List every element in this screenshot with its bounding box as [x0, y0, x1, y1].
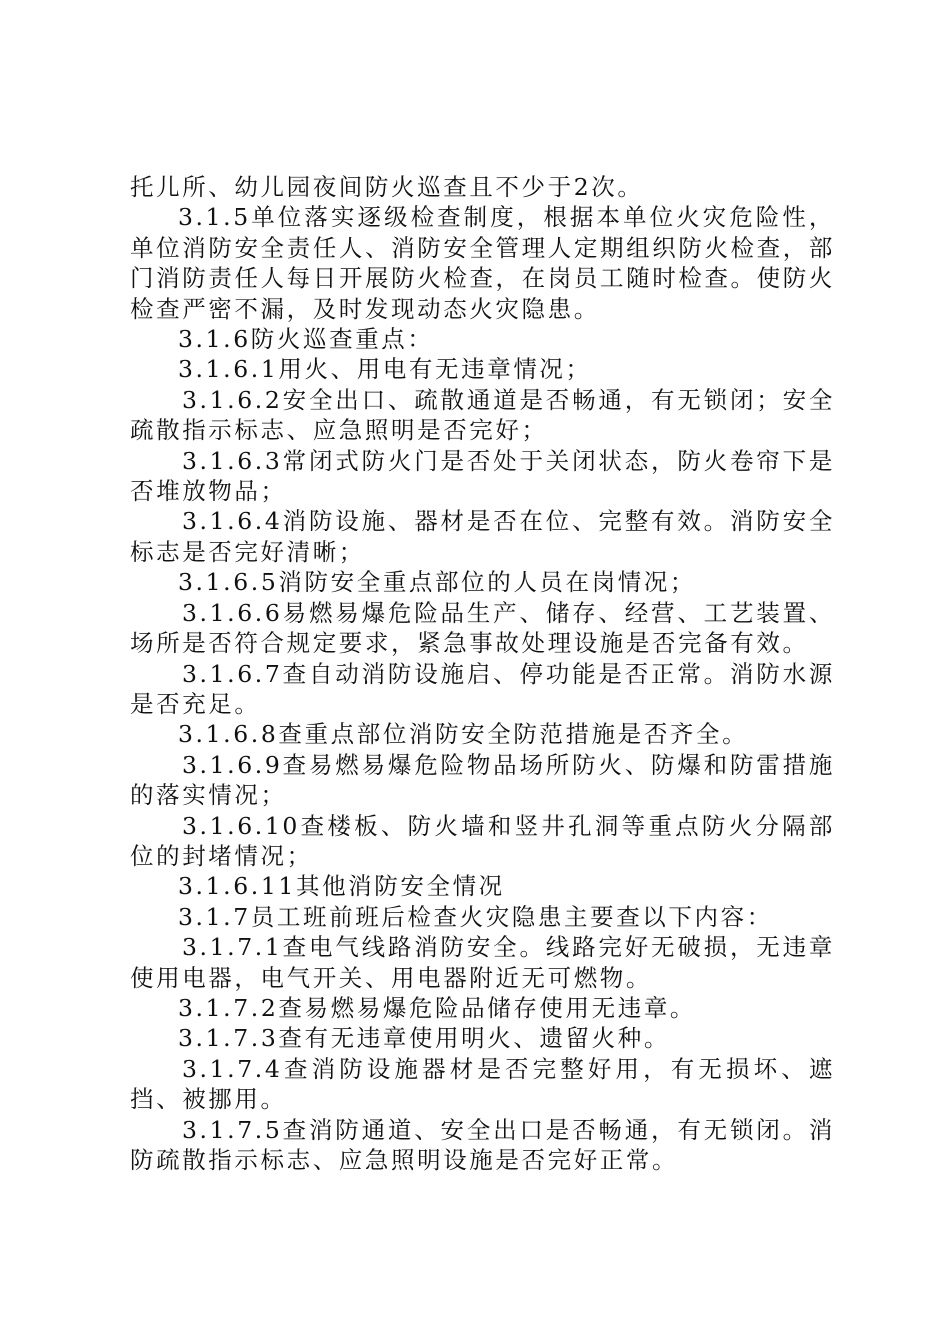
- paragraph-3-1-6-1: 3.1.6.1用火、用电有无违章情况；: [178, 355, 592, 384]
- paragraph-3-1-7-1: 3.1.7.1查电气线路消防安全。线路完好无破损，无违章使用电器，电气开关、用电器附近无可燃物。: [130, 933, 835, 992]
- document-body: [130, 172, 835, 1175]
- paragraph-3-1-6-3: 3.1.6.3常闭式防火门是否处于关闭状态，防火卷帘下是否堆放物品；: [130, 446, 835, 506]
- paragraph-3-1-6-6: 3.1.6.6易燃易爆危险品生产、储存、经营、工艺装置、场所是否符合规定要求，紧急事故处理设施是否完备有效。: [130, 598, 835, 658]
- paragraph-3-1-6-8: 3.1.6.8查重点部位消防安全防范措施是否齐全。: [178, 720, 749, 749]
- paragraph-3-1-6: 3.1.6防火巡查重点：: [178, 325, 434, 354]
- paragraph-3-1-6-5: 3.1.6.5消防安全重点部位的人员在岗情况；: [178, 568, 697, 597]
- paragraph-3-1-6-11: 3.1.6.11其他消防安全情况: [178, 872, 505, 901]
- paragraph-3-1-6-9: 3.1.6.9查易燃易爆危险物品场所防火、防爆和防雷措施的落实情况；: [130, 750, 835, 810]
- paragraph-3-1-6-10: 3.1.6.10查楼板、防火墙和竖井孔洞等重点防火分隔部位的封堵情况；: [130, 811, 835, 870]
- paragraph-3-1-7-4: 3.1.7.4查消防设施器材是否完整好用，有无损坏、遮挡、被挪用。: [130, 1054, 835, 1114]
- paragraph-3-1-6-4: 3.1.6.4消防设施、器材是否在位、完整有效。消防安全标志是否完好清晰；: [130, 507, 835, 566]
- paragraph-3-1-7-5: 3.1.7.5查消防通道、安全出口是否畅通，有无锁闭。消防疏散指示标志、应急照明设施是否完好正常。: [130, 1115, 835, 1174]
- paragraph-3-1-6-7: 3.1.6.7查自动消防设施启、停功能是否正常。消防水源是否充足。: [130, 659, 835, 718]
- paragraph-3-1-7: 3.1.7员工班前班后检查火灾隐患主要查以下内容：: [178, 902, 773, 931]
- paragraph-3-1-6-2: 3.1.6.2安全出口、疏散通道是否畅通，有无锁闭；安全疏散指示标志、应急照明是否完好；: [130, 385, 835, 445]
- paragraph-1: 托儿所、幼儿园夜间防火巡查且不少于2次。: [130, 173, 644, 201]
- paragraph-3-1-5: 3.1.5单位落实逐级检查制度，根据本单位火灾危险性，单位消防安全责任人、消防安全管理人定期组织防火检查，部门消防责任人每日开展防火检查，在岗员工随时检查。使防火检查严密不漏，及时发现动态火灾隐患。: [130, 203, 835, 323]
- paragraph-3-1-7-3: 3.1.7.3查有无违章使用明火、遗留火种。: [178, 1024, 670, 1053]
- paragraph-3-1-7-2: 3.1.7.2查易燃易爆危险品储存使用无违章。: [178, 993, 697, 1022]
